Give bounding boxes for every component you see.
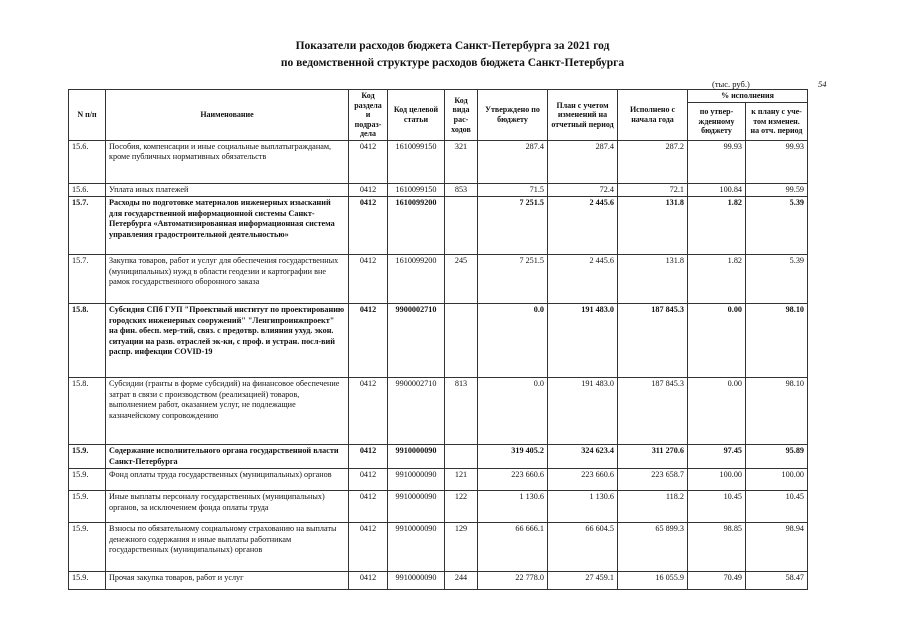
row-pct-approved-cell: 100.84	[688, 183, 746, 197]
row-target-code-cell: 1610099150	[388, 140, 445, 183]
row-section-code-cell: 0412	[349, 140, 388, 183]
row-executed-cell: 16 055.9	[618, 572, 688, 590]
header-executed: Исполнено с начала года	[618, 90, 688, 141]
row-pct-plan-cell: 5.39	[746, 197, 808, 255]
expenditure-table	[68, 89, 808, 590]
document-title-line-2: по ведомственной структуре расходов бюджета Санкт-Петербурга	[280, 57, 625, 69]
header-approved: Утверждено по бюджету	[478, 90, 548, 141]
row-target-code-cell: 9910000090	[388, 445, 445, 469]
row-approved-cell: 1 130.6	[478, 491, 548, 523]
row-name-cell: Субсидии (гранты в форме субсидий) на финансовое обеспечение затрат в связи с производством (реализацией) товаров, выполнением работ, оказанием услуг, не подлежащие казначейскому сопровождению	[106, 378, 349, 445]
row-pct-plan-cell: 99.93	[746, 140, 808, 183]
row-approved-cell: 71.5	[478, 183, 548, 197]
row-executed-cell: 287.2	[618, 140, 688, 183]
row-name-cell: Взносы по обязательному социальному страхованию на выплаты денежного содержания и иные выплаты работникам государственных (муниципальных) органов	[106, 523, 349, 572]
row-pct-approved-cell: 10.45	[688, 491, 746, 523]
row-section-code-cell: 0412	[349, 378, 388, 445]
row-approved-cell: 0.0	[478, 304, 548, 378]
row-section-code-cell: 0412	[349, 523, 388, 572]
row-plan-cell: 1 130.6	[548, 491, 618, 523]
unit-label: (тыс. руб.)	[712, 79, 750, 89]
row-executed-cell: 65 899.3	[618, 523, 688, 572]
row-approved-cell: 223 660.6	[478, 469, 548, 491]
table-row	[69, 378, 808, 445]
row-target-code-cell: 9910000090	[388, 523, 445, 572]
table-row	[69, 304, 808, 378]
row-pct-approved-cell: 98.85	[688, 523, 746, 572]
table-row	[69, 445, 808, 469]
row-target-code-cell: 9910000090	[388, 491, 445, 523]
row-plan-cell: 2 445.6	[548, 197, 618, 255]
row-type-code-cell: 129	[445, 523, 478, 572]
row-section-code-cell: 0412	[349, 183, 388, 197]
row-plan-cell: 72.4	[548, 183, 618, 197]
row-executed-cell: 187 845.3	[618, 304, 688, 378]
row-approved-cell: 319 405.2	[478, 445, 548, 469]
row-number-cell: 15.8.	[69, 378, 106, 445]
row-executed-cell: 131.8	[618, 197, 688, 255]
row-plan-cell: 191 483.0	[548, 378, 618, 445]
header-pct-group: % исполнения	[688, 90, 808, 103]
row-type-code-cell: 853	[445, 183, 478, 197]
row-number-cell: 15.6.	[69, 183, 106, 197]
row-section-code-cell: 0412	[349, 445, 388, 469]
row-section-code-cell: 0412	[349, 255, 388, 304]
row-pct-approved-cell: 0.00	[688, 378, 746, 445]
header-section: Код раздела и подраз-дела	[349, 90, 388, 141]
row-type-code-cell	[445, 304, 478, 378]
row-number-cell: 15.9.	[69, 572, 106, 590]
row-number-cell: 15.7.	[69, 255, 106, 304]
table-row	[69, 469, 808, 491]
row-executed-cell: 187 845.3	[618, 378, 688, 445]
header-type: Код вида рас-ходов	[445, 90, 478, 141]
row-pct-plan-cell: 100.00	[746, 469, 808, 491]
header-pct-approved: по утвер-жденному бюджету	[688, 102, 746, 140]
row-type-code-cell: 813	[445, 378, 478, 445]
row-pct-approved-cell: 100.00	[688, 469, 746, 491]
row-executed-cell: 223 658.7	[618, 469, 688, 491]
row-pct-plan-cell: 58.47	[746, 572, 808, 590]
row-name-cell: Субсидия СПб ГУП "Проектный институт по проектированию городских инженерных сооружений" "Ленгипроинжпроект" на фин. обесп. мер-тий, связ. с предотвр. влияния ухуд. экон. ситуации на разв. отраслей эк-ки, с проф. и устран. посл-вий распр. инфекции COVID-19	[106, 304, 349, 378]
row-target-code-cell: 1610099150	[388, 183, 445, 197]
row-name-cell: Иные выплаты персоналу государственных (муниципальных) органов, за исключением фонда оплаты труда	[106, 491, 349, 523]
header-pct-plan: к плану с уче-том изменен. на отч. период	[746, 102, 808, 140]
row-pct-approved-cell: 99.93	[688, 140, 746, 183]
row-number-cell: 15.9.	[69, 523, 106, 572]
row-number-cell: 15.9.	[69, 469, 106, 491]
row-target-code-cell: 9910000090	[388, 572, 445, 590]
row-pct-approved-cell: 97.45	[688, 445, 746, 469]
table-row	[69, 255, 808, 304]
row-approved-cell: 7 251.5	[478, 255, 548, 304]
row-approved-cell: 287.4	[478, 140, 548, 183]
row-name-cell: Прочая закупка товаров, работ и услуг	[106, 572, 349, 590]
row-section-code-cell: 0412	[349, 304, 388, 378]
row-type-code-cell: 244	[445, 572, 478, 590]
document-title-line-1: Показатели расходов бюджета Санкт-Петербурга за 2021 год	[295, 40, 610, 52]
page-number: 54	[818, 79, 827, 89]
row-type-code-cell: 121	[445, 469, 478, 491]
row-type-code-cell: 122	[445, 491, 478, 523]
header-target: Код целевой статьи	[388, 90, 445, 141]
table-row	[69, 491, 808, 523]
table-row	[69, 572, 808, 590]
row-plan-cell: 223 660.6	[548, 469, 618, 491]
row-pct-approved-cell: 70.49	[688, 572, 746, 590]
table-row	[69, 197, 808, 255]
table-row	[69, 140, 808, 183]
row-type-code-cell: 245	[445, 255, 478, 304]
row-section-code-cell: 0412	[349, 491, 388, 523]
row-plan-cell: 27 459.1	[548, 572, 618, 590]
row-approved-cell: 7 251.5	[478, 197, 548, 255]
row-pct-approved-cell: 0.00	[688, 304, 746, 378]
table-header	[69, 90, 808, 141]
row-type-code-cell	[445, 197, 478, 255]
row-pct-plan-cell: 95.89	[746, 445, 808, 469]
row-executed-cell: 311 270.6	[618, 445, 688, 469]
row-section-code-cell: 0412	[349, 197, 388, 255]
row-number-cell: 15.8.	[69, 304, 106, 378]
row-number-cell: 15.9.	[69, 445, 106, 469]
header-name: Наименование	[106, 90, 349, 141]
row-executed-cell: 131.8	[618, 255, 688, 304]
row-executed-cell: 118.2	[618, 491, 688, 523]
row-pct-plan-cell: 99.59	[746, 183, 808, 197]
row-section-code-cell: 0412	[349, 469, 388, 491]
header-num: N п/п	[69, 90, 106, 141]
row-plan-cell: 2 445.6	[548, 255, 618, 304]
row-target-code-cell: 9910000090	[388, 469, 445, 491]
row-target-code-cell: 1610099200	[388, 255, 445, 304]
row-plan-cell: 191 483.0	[548, 304, 618, 378]
row-pct-approved-cell: 1.82	[688, 255, 746, 304]
row-type-code-cell	[445, 445, 478, 469]
row-target-code-cell: 9900002710	[388, 378, 445, 445]
row-pct-plan-cell: 10.45	[746, 491, 808, 523]
row-name-cell: Уплата иных платежей	[106, 183, 349, 197]
row-name-cell: Содержание исполнительного органа государственной власти Санкт-Петербурга	[106, 445, 349, 469]
row-plan-cell: 66 604.5	[548, 523, 618, 572]
table-row	[69, 183, 808, 197]
row-approved-cell: 66 666.1	[478, 523, 548, 572]
row-target-code-cell: 9900002710	[388, 304, 445, 378]
row-name-cell: Фонд оплаты труда государственных (муниципальных) органов	[106, 469, 349, 491]
row-name-cell: Расходы по подготовке материалов инженерных изысканий для государственной информационной системы Санкт-Петербурга «Автоматизированная информационная система управления градостроительной деятельностью»	[106, 197, 349, 255]
row-name-cell: Закупка товаров, работ и услуг для обеспечения государственных (муниципальных) нужд в области геодезии и картографии вне рамок государственного оборонного заказа	[106, 255, 349, 304]
header-plan: План с учетом изменений на отчетный период	[548, 90, 618, 141]
row-pct-plan-cell: 98.94	[746, 523, 808, 572]
row-approved-cell: 0.0	[478, 378, 548, 445]
table-body	[69, 140, 808, 590]
row-executed-cell: 72.1	[618, 183, 688, 197]
row-number-cell: 15.7.	[69, 197, 106, 255]
row-approved-cell: 22 778.0	[478, 572, 548, 590]
row-plan-cell: 324 623.4	[548, 445, 618, 469]
row-pct-approved-cell: 1.82	[688, 197, 746, 255]
row-target-code-cell: 1610099200	[388, 197, 445, 255]
row-number-cell: 15.6.	[69, 140, 106, 183]
table-row	[69, 523, 808, 572]
row-name-cell: Пособия, компенсации и иные социальные выплатыгражданам, кроме публичных нормативных обязательств	[106, 140, 349, 183]
row-number-cell: 15.9.	[69, 491, 106, 523]
row-plan-cell: 287.4	[548, 140, 618, 183]
row-section-code-cell: 0412	[349, 572, 388, 590]
row-pct-plan-cell: 98.10	[746, 304, 808, 378]
row-pct-plan-cell: 98.10	[746, 378, 808, 445]
row-type-code-cell: 321	[445, 140, 478, 183]
row-pct-plan-cell: 5.39	[746, 255, 808, 304]
